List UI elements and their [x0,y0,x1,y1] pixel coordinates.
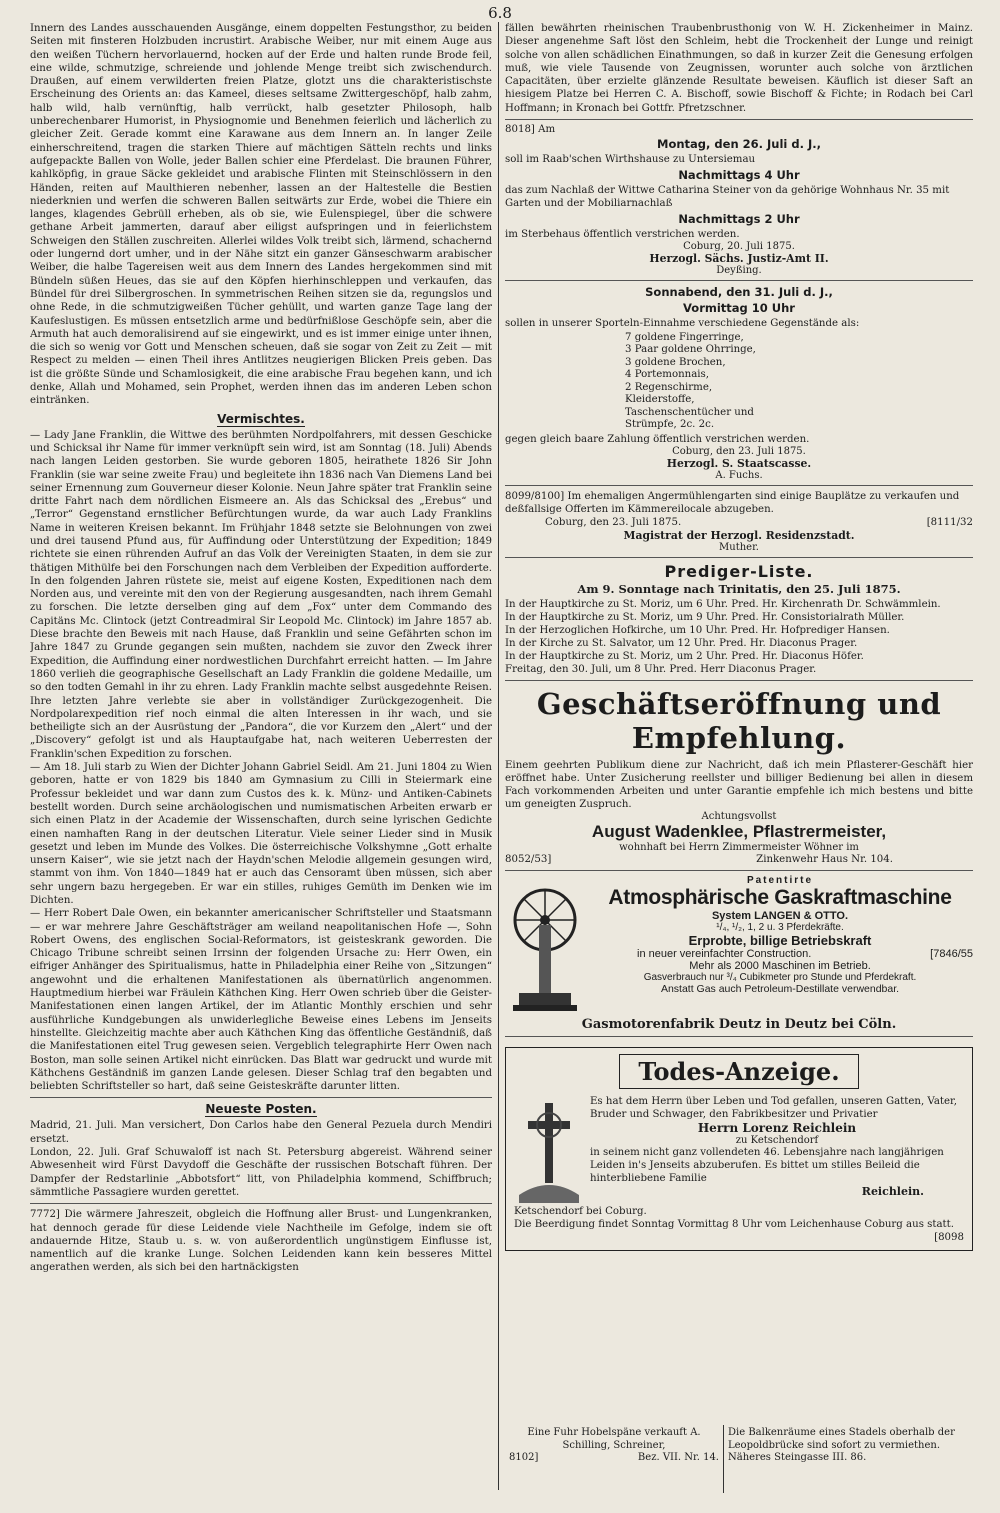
list-item: 3 Paar goldene Ohrringe, [625,344,756,356]
gas-factory: Gasmotorenfabrik Deutz in Deutz bei Cöln. [581,1017,897,1033]
divider [505,557,973,558]
gas-engine-illustration [505,875,583,1015]
list-item: Kleiderstoffe, [625,394,695,406]
divider [30,1203,492,1204]
posten-text: Madrid, 21. Juli. Man versichert, Don Carlos habe den General Pezuela durch Mendiri ersetzt. London, 22. Juli. Graf Schuwaloff ist nach St. Petersburg abgereist. Während seiner Abwesenheit wird Fürst Davydoff die Geschäfte der russischen Botschaft führen. Der Dampfer der Redstarlinie „Abbotsfort“ litt, von Philadelphia kommend, Schiffbruch; sämmtliche Passagiere wurden gerettet. [30,1120,492,1198]
prediger-liste [505,562,973,676]
auction1-place: Coburg, 20. Juli 1875. [683,241,795,253]
auction1-name: Deyßing. [716,265,762,277]
gas-engine-ad [505,875,973,1015]
page-number: 6.8 [488,4,512,22]
geschaeft-hochachtung: Achtungsvollst [701,811,777,823]
bau-ref: [8111/32 [926,517,973,529]
gas-patent: Patentirte [746,875,814,887]
divider [505,680,973,681]
strip1-number: 8102] [509,1452,539,1463]
geschaeft-title: Geschäftseröffnung und Empfehlung. [536,687,942,756]
gas-title: Atmosphärische Gaskraftmaschine [608,886,952,910]
todes-title: Todes-Anzeige. [619,1054,858,1089]
grave-cross-illustration [514,1095,584,1205]
classified-balkenraeume [724,1425,973,1493]
divider [30,1097,492,1098]
gas-count: Mehr als 2000 Maschinen im Betrieb. [689,960,871,973]
right-column [505,22,973,1497]
strip2-text: Die Balkenräume eines Stadels oberhalb der Leopoldbrücke sind sofort zu vermiethen. Näheres Steingasse III. 86. [728,1427,955,1463]
list-item: Strümpfe, 2c. 2c. [625,418,715,430]
geschaeft-name: August Wadenklee, Pflastrermeister, [591,822,887,842]
todes-place: zu Ketschendorf [735,1135,819,1147]
todes-family: Reichlein. [861,1185,924,1199]
list-item: In der Kirche zu St. Salvator, um 12 Uhr. Pred. Hr. Diaconus Prager. [505,638,858,650]
bau-place: Coburg, den 23. Juli 1875. [545,517,682,529]
gas-sizes: ¹/₄, ¹/₂, 1, 2 u. 3 Pferdekräfte. [716,922,844,934]
strip1-address: Bez. VII. Nr. 14. [637,1452,719,1463]
section-heading-vermischtes: Vermischtes. [217,411,305,426]
geschaeft-number: 8052/53] [505,854,552,866]
todes-location: Ketschendorf bei Coburg. [514,1206,647,1218]
list-item: In der Hauptkirche zu St. Moriz, um 2 Uhr. Pred. Hr. Diaconus Höfer. [505,651,864,663]
auction1-text3: im Sterbehaus öffentlich verstrichen werden. [505,229,740,241]
divider [505,280,973,281]
warm-ad [30,1208,492,1274]
list-item: Freitag, den 30. Juli, um 8 Uhr. Pred. Herr Diaconus Prager. [505,664,817,676]
auction-notice-1 [505,124,973,276]
list-item: 3 goldene Brochen, [625,356,726,368]
auction2-name: A. Fuchs. [715,470,763,482]
geschaeft-address2: Zinkenwehr Haus Nr. 104. [756,854,893,866]
list-item: Taschenschentücher und [625,406,754,418]
geschaeft-ad [505,687,973,866]
divider [505,870,973,871]
auction2-text: sollen in unserer Sporteln-Einnahme verschiedene Gegenstände als: [505,318,860,330]
auction1-text: soll im Raab'schen Wirthshause zu Untersiemau [505,154,756,166]
auction1-text2: das zum Nachlaß der Wittwe Catharina Steiner von da gehörige Wohnhaus Nr. 35 mit Garten und der Mobiliarnachlaß [505,185,950,210]
auction1-number: 8018] Am [505,124,556,136]
list-item: In der Hauptkirche zu St. Moriz, um 9 Uhr. Pred. Hr. Consistorialrath Müller. [505,612,905,624]
auction2-signature: Herzogl. S. Staatscasse. [666,457,812,471]
list-item: 4 Portemonnais, [625,369,710,381]
gas-usage: Gasverbrauch nur ³/₄ Cubikmeter pro Stunde und Pferdekraft. [643,972,917,984]
pred-title: Prediger-Liste. [664,562,814,582]
section-heading-posten: Neueste Posten. [205,1102,317,1117]
divider [505,485,973,486]
auction2-item-list [625,332,973,431]
gas-system: System LANGEN & OTTO. [711,910,849,923]
auction1-time2: Nachmittags 2 Uhr [678,212,800,227]
gas-alt: Anstatt Gas auch Petroleum-Destillate verwendbar. [660,983,900,996]
bau-name: Muther. [719,542,759,554]
todes-name: Herrn Lorenz Reichlein [697,1121,857,1136]
auction-notice-2 [505,285,973,481]
list-item: In der Herzoglichen Hofkirche, um 10 Uhr. Pred. Hr. Hofprediger Hansen. [505,625,890,637]
bottom-classifieds [505,1425,973,1493]
gas-tagline: Erprobte, billige Betriebskraft [688,933,872,949]
auction2-text2: gegen gleich baare Zahlung öffentlich verstrichen werden. [505,434,810,446]
honey-ad: fällen bewährten rheinischen Traubenbrusthonig von W. H. Zickenheimer in Mainz. Dieser angenehme Saft löst den Schleim, hebt die Trockenheit der Lunge und reinigt solche von allen schädlichen Einathmungen, so daß in kurzer Zeit die Genesung erfolgen muß, wie viele Tausende von Zeugnissen, worunter auch solche von ärztlichen Capacitäten, über erzielte glänzende Resultate beweisen. Käuflich ist dieser Saft an hiesigem Platze bei Herren C. A. Bischoff, sowie Bischoff & Fichte; in Rodach bei Carl Hoffmann; in Kronach bei Gottfr. Pfretzschner. [505,23,973,114]
list-item: In der Hauptkirche zu St. Moriz, um 6 Uhr. Pred. Hr. Kirchenrath Dr. Schwämmlein. [505,599,941,611]
auction2-date: Sonnabend, den 31. Juli d. J., [645,285,833,300]
list-item: 7 goldene Fingerringe, [625,332,744,344]
divider [505,1036,973,1037]
auction2-place: Coburg, den 23. Juli 1875. [672,446,806,458]
todes-text: Es hat dem Herrn über Leben und Tod gefallen, unseren Gatten, Vater, Bruder und Schwager, den Fabrikbesitzer und Privatier [590,1096,958,1121]
divider [505,119,973,120]
bau-number: 8099/8100] [505,491,565,503]
warm-ad-number: 7772] [30,1209,60,1221]
todes-burial: Die Beerdigung findet Sonntag Vormittag 8 Uhr vom Leichenhause Coburg aus statt. [514,1219,954,1231]
todes-text2: in seinem nicht ganz vollendeten 46. Lebensjahre nach langjährigen Leiden in's Jenseits abzuberufen. Es bittet um stilles Beileid die hinterbliebene Familie [590,1147,944,1185]
geschaeft-text: Einem geehrten Publikum diene zur Nachricht, daß ich mein Pflasterer-Geschäft hier eröffnet habe. Unter Zusicherung reellster und billiger Bedienung bei allen in diesem Fach vorkommenden Arbeiten und unter Garantie empfehle ich mich bestens und bitte um geneigten Zuspruch. [505,760,973,811]
auction1-time: Nachmittags 4 Uhr [678,168,800,183]
gas-ref: [7846/55 [930,948,973,961]
pred-subtitle: Am 9. Sonntage nach Trinitatis, den 25. Juli 1875. [577,582,901,597]
column-divider [498,22,499,1490]
list-item: 2 Regenschirme, [625,381,713,393]
auction1-signature: Herzogl. Sächs. Justiz-Amt II. [649,252,829,266]
geschaeft-address: wohnhaft bei Herrn Zimmermeister Wöhner im [619,842,859,854]
left-column [30,22,492,1497]
auction1-date: Montag, den 26. Juli d. J., [657,137,821,152]
article-intro: Innern des Landes ausschauenden Ausgänge, einem doppelten Festungsthor, zu beiden Seiten mit finsteren Holzbuden incrustirt. Arabische Weiber, nur mit einem Auge aus den weißen Tüchern hervorlauernd, hocken auf der Erde und halten runde Brode feil, eine wilde, schmutzige, schreiende und johlende Menge treibt sich zwischendurch. Draußen, auf einem verwilderten freien Platze, glotzt uns die charakteristischste Erscheinung des Orients an: das Kameel, dieses seltsame Zwittergeschöpf, halb zahm, halb wild, halb vernünftig, halb verrückt, halb gesetzter Philosoph, halb unberechenbarer Humorist, in Physiognomie und Benehmen feierlich und lächerlich zu gleicher Zeit. Gerade kommt eine Karawane aus dem Innern an. In langer Zeile einherschreitend, tragen die starken Thiere auf mächtigen Sätteln rechts und links aufgepackte Ballen von Wolle, jeder Ballen schier eine Pferdelast. Die braunen Führer, kahlköpfig, in graue Säcke gekleidet und arabische Flinten mit Steinschlössern in den Händen, reiten auf Maulthieren nebenher, lassen an der Haltestelle die Bestien niederknien und werfen die schweren Ballen seitwärts zur Erde, wobei die Thiere ein langes, klagendes Gebrüll erheben, als ob sie, wie Eulenspiegel, über die schwere gethane Arbeit jammerten, darauf aber eiligst aufspringen und in feierlichstem Schweigen den Ställen zuschreiten. Allerlei wildes Volk treibt sich, lärmend, schachernd oder lungernd dort umher, und in der Nähe sitzt ein ganzer Gänseschwarm arabischer Weiber, die halbe Tagereisen weit aus dem Innern des Landes hergekommen sind mit Bündeln süßen Heues, das sie auf den Köpfen hierhinschleppen und verkaufen, das Bündel für drei Silbergroschen. In symmetrischen Reihen sitzen sie da, regungslos und ohne Rede, in die schmutzigweißen Tücher gehüllt, und warten ganze Tage lang der Kaufeslustigen. Es müssen entsetzlich arme und bedürfnißlose Geschöpfe sein, aber die Armuth hat auch demoralisirend auf sie eingewirkt, und es ist immer einige unter ihnen, die sich so wenig vor Gott und Menschen scheuen, daß sie sogar von Zeit zu Zeit — mit Respect zu melden — einen Theil ihres Antlitzes neugierigen Blicken Preis geben. Das ist die größte Sünde und Schamlosigkeit, die eine arabische Frau begehen kann, und ich denke, Allah und Mohamed, sein Prophet, werden ihnen das im anderen Leben schon eintränken. [30,23,492,407]
gas-construction: in neuer vereinfachter Construction. [637,948,812,961]
todes-ref: [8098 [934,1232,964,1244]
warm-ad-text: Die wärmere Jahreszeit, obgleich die Hoffnung aller Brust- und Lungenkranken, hat dennoch gerade für diese Leidende viele Nachtheile im Gefolge, indem sie oft andauernde Hitze, Staub u. s. w. von außerordentlich ungünstigem Einflusse ist, namentlich auf die kranke Lunge. Solchen Leidenden kann kein besseres Mittel angerathen werden, als sich bei den hartnäckigsten [30,1209,492,1274]
bau-signature: Magistrat der Herzogl. Residenzstadt. [623,529,855,543]
bau-text: Im ehemaligen Angermühlengarten sind einige Bauplätze zu verkaufen und deßfallsige Offerten im Kämmereilocale abzugeben. [505,491,960,516]
vermischtes-text: — Lady Jane Franklin, die Wittwe des berühmten Nordpolfahrers, mit dessen Geschicke und Schicksal ihr Name für immer verknüpft sein wird, ist am Sonntag (18. Juli) Abends nach langen Leiden gestorben. Sie wurde geboren 1805, heirathete 1826 Sir John Franklin (sie war seine zweite Frau) und begleitete ihn 1836 nach Van Diemens Land bei seiner Ernennung zum Gouverneur dieser Kolonie. Neun Jahre später trat Franklin seine dritte Fahrt nach dem nördlichen Eismeere an. Als das Schicksal des „Erebus“ und „Terror“ Gegenstand ernstlicher Befürchtungen wurde, da war auch Lady Franklins Name in weiteren Kreisen bekannt. Im Frühjahr 1848 setzte sie Belohnungen von zwei und drei tausend Pfund aus, für Auffindung oder Unterstützung der Expedition; 1849 richtete sie einen rührenden Aufruf an das Volk der Vereinigten Staaten, in dem sie zur thätigen Mithülfe bei den Forschungen nach dem Verbleiben der Expedition aufforderte. In den folgenden Jahren rüstete sie, meist auf eigene Kosten, Expeditionen nach dem Norden aus, und vereinte mit den von der Regierung ausgesandten, nach ihrem Gemahl zu forschen. Die letzte derselben ging auf dem „Fox“ unter dem Commando des Capitäns Mc. Clintock (jetzt Contreadmiral Sir Leopold Mc. Clintock) im Jahre 1857 ab. Diese brachte den Beweis mit nach Hause, daß Franklin und seine Gefährten schon im Jahre 1847 zu Grunde gegangen sein mußten, nachdem sie zuvor den Zweck ihrer Expedition, die Auffindung einer nordwestlichen Durchfahrt erreicht hatten. — Im Jahre 1860 verlieh die geographische Gesellschaft an Lady Franklin die goldene Medaille, um so den todten Gemahl in ihr zu ehren. Lady Franklin machte selbst ausgedehnte Reisen. Ihre letzten Jahre verlebte sie aber in vollständiger Zurückgezogenheit. Die Nordpolarexpedition rief noch einmal die alten Interessen in ihr wach, und sie betheiligte sich an der Ausrüstung der „Pandora“, die vor Kurzem den „Alert“ und der „Discovery“ gefolgt ist und als Hauptaufgabe hat, nach weiteren Ueberresten der Franklin'schen Expedition zu forschen. — Am 18. Juli starb zu Wien der Dichter Johann Gabriel Seidl. Am 21. Juni 1804 zu Wien geboren, hatte er von 1829 bis 1840 am Gymnasium zu Cilli in Steiermark eine Professur bekleidet und war dann zum Custos des k. k. Münz- und Antiken-Cabinets bestellt worden. Durch seine archäologischen und numismatischen Arbeiten erwarb er sich einen Platz in der Academie der Wissenschaften, durch seine lyrischen Gedichte einen namhaften Rang in der deutschen Literatur. Viele seiner Lieder sind in Musik gesetzt und leben im Munde des Volkes. Die österreichische Volkshymne „Gott erhalte unsern Kaiser“, wie sie jetzt nach der Haydn'schen Melodie allgemein gesungen wird, stammt von ihm. Von 1840—1849 hat er auch das Censoramt üben müssen, sich aber sehr ungern bazu hergegeben. Er war ein stilles, ruhiges Gemüth im Denken wie im Dichten. — Herr Robert Dale Owen, ein bekannter americanischer Schriftsteller und Staatsmann — er war mehrere Jahre Geschäftsträger am weiland neapolitanischen Hofe —, Sohn Robert Owens, des englischen Social-Reformators, ist geisteskrank geworden. Die Chicago Tribune schreibt seinen Irrsinn der folgenden Ursache zu: Herr Owen, ein eifriger Anhänger des Spiritualismus, hatte in Philadelphia einer Reihe von „Sitzungen“ angewohnt und die erhaltenen Manifestationen als übernatürlich angenommen. Hauptmedium hierbei war Fräulein Käthchen King. Herr Owen schrieb über die Geister-Manifestationen einen langen Artikel, der im Atlantic Monthly erschien und sehr ausführliche Kundgebungen als unwiderlegliche Beweise eines Lebens im Jenseits hinstellte. Gleichzeitig machte aber auch Käthchen King das öffentliche Geständniß, daß die Manifestationen eitel Trug gewesen seien. Vergeblich telegraphirte Herr Owen nach Boston, man solle seinen Artikel nicht einrücken. Das Blatt war gedruckt und wurde mit Käthchens Geständniß im ganzen Lande gelesen. Dieser Schlag traf den begabten und beliebten Schriftsteller so hart, daß seine Geisteskräfte darunter litten. [30,429,492,1093]
auction2-time: Vormittag 10 Uhr [683,301,795,316]
bauplaetze-notice [505,490,973,553]
todes-anzeige [505,1047,973,1251]
classified-hobelspaene [505,1425,724,1493]
strip1-text: Eine Fuhr Hobelspäne verkauft A. Schilling, Schreiner, [527,1427,701,1451]
